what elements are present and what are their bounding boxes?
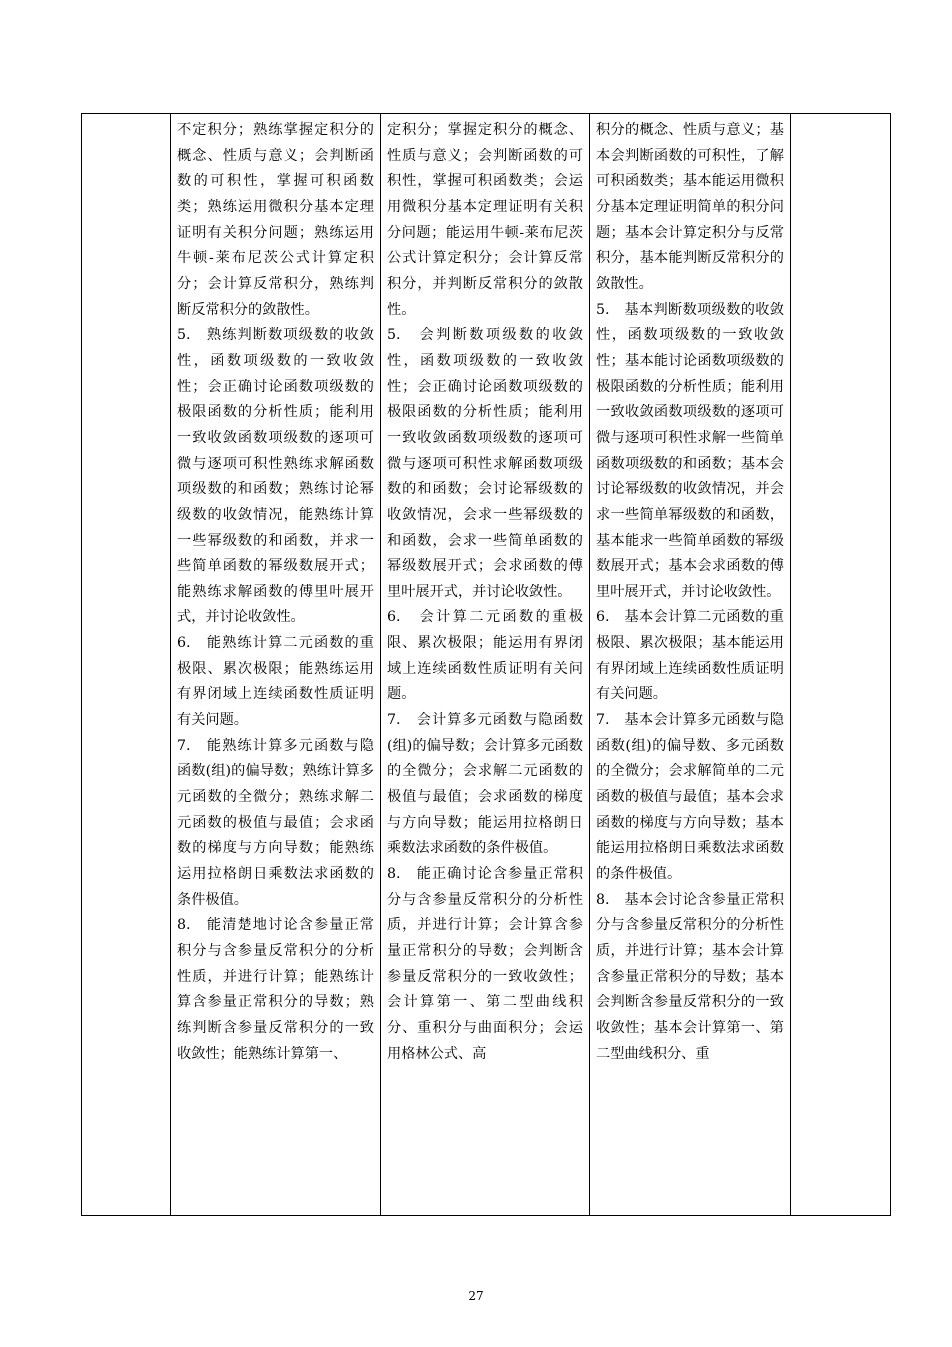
cell-text-level-mid bbox=[387, 118, 583, 1067]
table-cell-empty-left bbox=[82, 114, 171, 1216]
cell-text-level-basic bbox=[596, 118, 784, 1067]
cell-paragraph: 8. 能清楚地讨论含参量正常积分与含参量反常积分的分析性质，并进行计算；能熟练计算含参量正常积分的导数；熟练判断含参量反常积分的一致收敛性；能熟练计算第一、 bbox=[177, 917, 374, 1062]
cell-paragraph: 8. 基本会讨论含参量正常积分与含参量反常积分的分析性质，并进行计算；基本会计算含参量正常积分的导数；基本会判断含参量反常积分的一致收敛性；基本会计算第一、第二型曲线积分、重 bbox=[596, 891, 784, 1062]
table-cell-level-basic bbox=[590, 114, 791, 1216]
cell-paragraph: 7. 基本会计算多元函数与隐函数(组)的偏导数、多元函数的全微分；会求解简单的二元函数的极值与最值；基本会求函数的梯度与方向导数；基本能运用拉格朗日乘数法求函数的条件极值。 bbox=[596, 712, 784, 883]
cell-paragraph: 7. 能熟练计算多元函数与隐函数(组)的偏导数；熟练计算多元函数的全微分；熟练求解二元函数的极值与最值；会求函数的梯度与方向导数；能熟练运用拉格朗日乘数法求函数的条件极值。 bbox=[177, 737, 374, 908]
cell-paragraph: 5. 会判断数项级数的收敛性，函数项级数的一致收敛性；会正确讨论函数项级数的极限函数的分析性质；能利用一致收敛函数项级数的逐项可微与逐项可积性求解函数项级数的和函数；会讨论幂级数的收敛情况，会求一些幂级数的和函数，会求一些简单函数的幂级数展开式；会求函数的傅里叶展开式，并讨论收敛性。 bbox=[387, 327, 583, 600]
cell-paragraph: 6. 基本会计算二元函数的重极限、累次极限；基本能运用有界闭域上连续函数性质证明有关问题。 bbox=[596, 609, 784, 703]
cell-paragraph: 不定积分；熟练掌握定积分的概念、性质与意义；会判断函数的可积性，掌握可积函数类；熟练运用微积分基本定理证明有关积分问题；熟练运用牛顿-莱布尼茨公式计算定积分；会计算反常积分，熟练判断反常积分的敛散性。 bbox=[177, 122, 374, 318]
cell-paragraph: 定积分；掌握定积分的概念、性质与意义；会判断函数的可积性，掌握可积函数类；会运用微积分基本定理证明有关积分问题；能运用牛顿-莱布尼茨公式计算定积分；会计算反常积分，并判断反常积分的敛散性。 bbox=[387, 122, 583, 318]
cell-text-level-high bbox=[177, 118, 374, 1067]
table-row bbox=[82, 114, 891, 1216]
cell-paragraph: 5. 熟练判断数项级数的收敛性，函数项级数的一致收敛性；会正确讨论函数项级数的极限函数的分析性质；能利用一致收敛函数项级数的逐项可微与逐项可积性熟练求解函数项级数的和函数；熟练讨论幂级数的收敛情况，能熟练计算一些幂级数的和函数，并求一些简单函数的幂级数展开式；能熟练求解函数的傅里叶展开式，并讨论收敛性。 bbox=[177, 327, 374, 626]
cell-paragraph: 积分的概念、性质与意义；基本会判断函数的可积性，了解可积函数类；基本能运用微积分基本定理证明简单的积分问题；基本会计算定积分与反常积分，基本能判断反常积分的敛散性。 bbox=[596, 122, 784, 292]
grading-criteria-table bbox=[81, 113, 891, 1216]
table-cell-level-high bbox=[171, 114, 381, 1216]
table-cell-level-mid bbox=[381, 114, 590, 1216]
cell-paragraph: 6. 会计算二元函数的重极限、累次极限；能运用有界闭域上连续函数性质证明有关问题。 bbox=[387, 609, 583, 703]
cell-paragraph: 5. 基本判断数项级数的收敛性，函数项级数的一致收敛性；基本能讨论函数项级数的极限函数的分析性质；能利用一致收敛函数项级数的逐项可微与逐项可积性求解一些简单函数项级数的和函数；基本会讨论幂级数的收敛情况，并会求一些简单幂级数的和函数，基本能求一些简单函数的幂级数展开式；基本会求函数的傅里叶展开式，并讨论收敛性。 bbox=[596, 301, 784, 600]
page-number: 27 bbox=[468, 1289, 484, 1303]
table-cell-empty-right bbox=[791, 114, 891, 1216]
cell-paragraph: 7. 会计算多元函数与隐函数(组)的偏导数；会计算多元函数的全微分；会求解二元函数的极值与最值；会求函数的梯度与方向导数；能运用拉格朗日乘数法求函数的条件极值。 bbox=[387, 712, 583, 857]
cell-paragraph: 6. 能熟练计算二元函数的重极限、累次极限；能熟练运用有界闭域上连续函数性质证明有关问题。 bbox=[177, 635, 374, 729]
cell-paragraph: 8. 能正确讨论含参量正常积分与含参量反常积分的分析性质，并进行计算；会计算含参量正常积分的导数；会判断含参量反常积分的一致收敛性；会计算第一、第二型曲线积分、重积分与曲面积分；会运用格林公式、高 bbox=[387, 866, 583, 1062]
